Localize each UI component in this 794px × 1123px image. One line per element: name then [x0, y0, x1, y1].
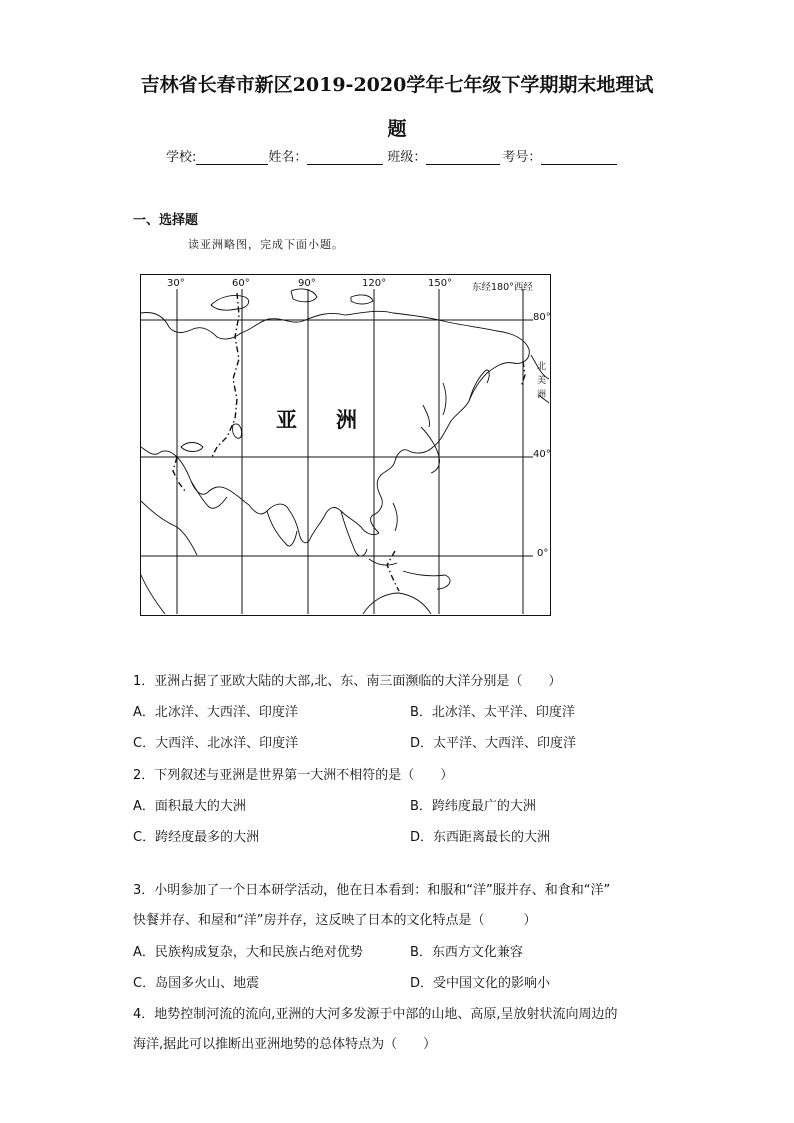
lon-label-30: 30° [167, 278, 185, 289]
name-label: 姓名： [268, 150, 308, 165]
asia-map [140, 274, 551, 616]
question-1-option-d[interactable]: D．太平洋、大西洋、印度洋 [410, 736, 577, 751]
question-1-option-b[interactable]: B．北冰洋、太平洋、印度洋 [410, 705, 575, 720]
oceania-boundary [387, 551, 399, 591]
instruction-text: 读亚洲略图，完成下面小题。 [188, 238, 344, 251]
question-2-text: 2．下列叙述与亚洲是世界第一大洲不相符的是（ ） [133, 768, 454, 783]
lat-label-80: 80° [533, 312, 551, 323]
question-1-text: 1．亚洲占据了亚欧大陆的大部,北、东、南三面濒临的大洋分别是（ ） [133, 674, 562, 689]
europe-asia-boundary [211, 293, 239, 459]
lat-label-40: 40° [533, 449, 551, 460]
question-1-option-a[interactable]: A．北冰洋、大西洋、印度洋 [133, 705, 298, 720]
lon-label-150: 150° [428, 278, 453, 289]
question-4-text-line2: 海洋,据此可以推断出亚洲地势的总体特点为（ ） [133, 1037, 437, 1052]
question-2-option-d[interactable]: D．东西距离最长的大洲 [410, 830, 551, 845]
question-3-text-line2: 快餐并存、和屋和“洋”房并存，这反映了日本的文化特点是（ ） [133, 913, 537, 928]
lat-label-0: 0° [537, 548, 549, 559]
question-3-option-c[interactable]: C．岛国多火山、地震 [133, 976, 260, 991]
question-3-text-line1: 3．小明参加了一个日本研学活动，他在日本看到：和服和“洋”服并存、和食和“洋” [133, 883, 611, 898]
class-label: 班级： [387, 150, 427, 165]
lon-label-90: 90° [298, 278, 316, 289]
north-america-char-1: 北 [537, 362, 547, 372]
suez-boundary [173, 457, 185, 491]
number-blank[interactable] [541, 150, 617, 165]
lon-label-180: 东经180°西经 [472, 282, 533, 293]
exam-title: 吉林省长春市新区2019-2020学年七年级下学期期末地理试 [140, 74, 654, 96]
question-1-option-c[interactable]: C．大西洋、北冰洋、印度洋 [133, 736, 299, 751]
north-america-char-3: 洲 [537, 390, 547, 400]
student-info-row [166, 146, 617, 165]
class-blank[interactable] [426, 150, 500, 165]
lon-label-60: 60° [232, 278, 250, 289]
question-2-option-b[interactable]: B．跨纬度最广的大洲 [410, 799, 536, 814]
question-3-option-d[interactable]: D．受中国文化的影响小 [410, 976, 551, 991]
name-blank[interactable] [307, 150, 383, 165]
question-2-option-a[interactable]: A．面积最大的大洲 [133, 799, 246, 814]
question-4-text-line1: 4．地势控制河流的流向,亚洲的大河多发源于中部的山地、高原,呈放射状流向周边的 [133, 1007, 618, 1022]
asia-map-drawing [141, 275, 549, 614]
question-3-option-b[interactable]: B．东西方文化兼容 [410, 945, 523, 960]
question-2-option-c[interactable]: C．跨经度最多的大洲 [133, 830, 260, 845]
number-label: 考号： [502, 150, 542, 165]
asia-label-char-2: 洲 [336, 408, 357, 432]
exam-title-continued: 题 [387, 118, 407, 140]
section-title: 一、选择题 [133, 213, 199, 228]
asia-label-char-1: 亚 [276, 408, 297, 432]
question-3-option-a[interactable]: A．民族构成复杂，大和民族占绝对优势 [133, 945, 363, 960]
school-blank[interactable] [196, 150, 268, 165]
north-america-char-2: 美 [537, 376, 547, 386]
lon-label-120: 120° [362, 278, 387, 289]
school-label: 学校: [166, 150, 197, 165]
